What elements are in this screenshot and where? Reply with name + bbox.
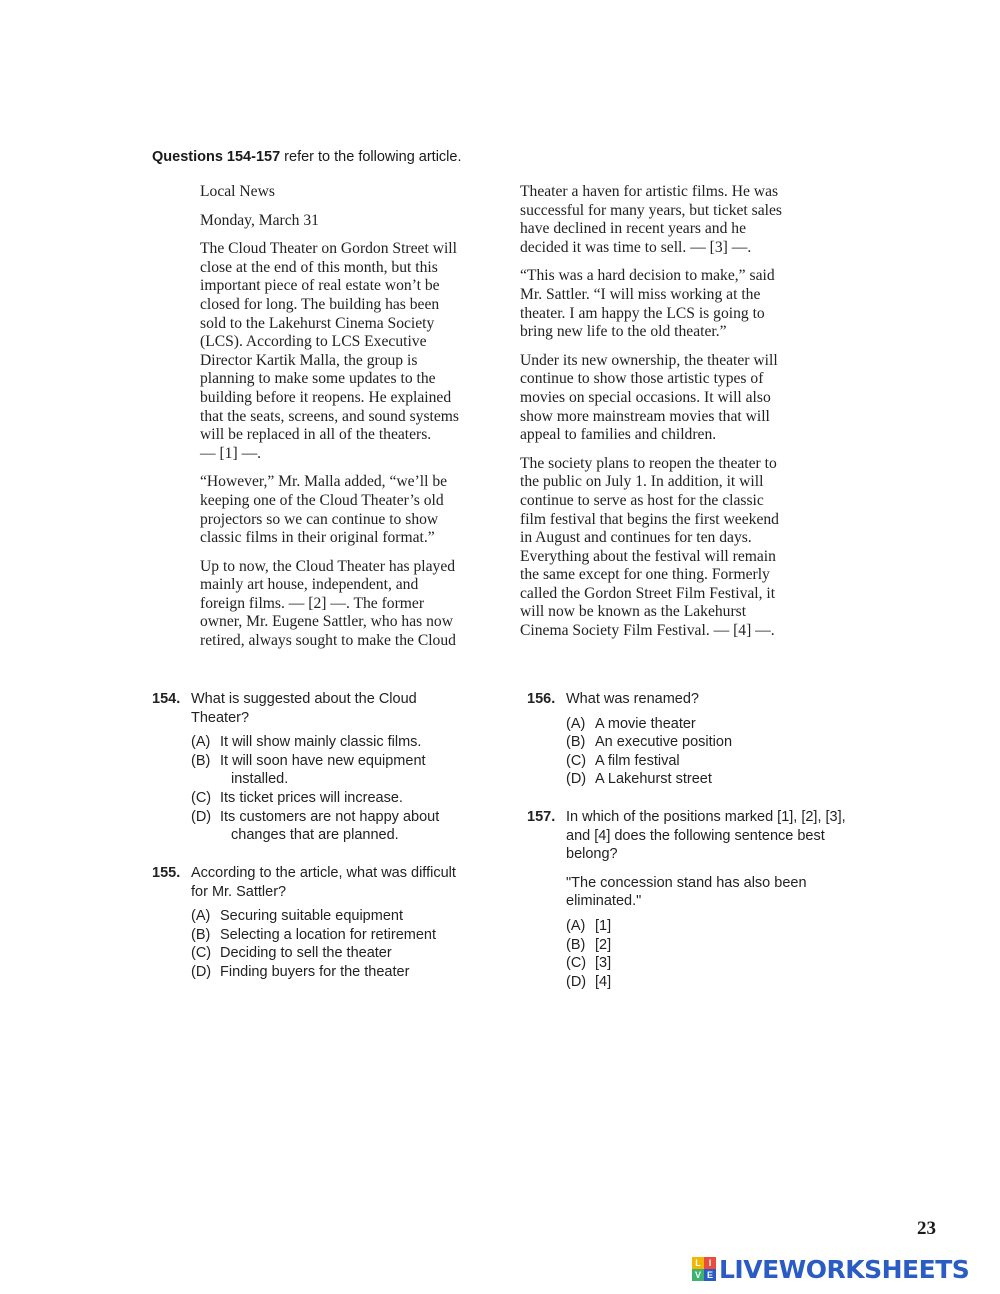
article-line: Mr. Sattler. “I will miss working at the bbox=[520, 285, 761, 303]
article-line: — [1] —. bbox=[200, 444, 262, 462]
article-line: bring new life to the old theater.” bbox=[520, 323, 727, 341]
logo-letter-tile: L bbox=[692, 1257, 704, 1269]
answer-option[interactable] bbox=[566, 770, 877, 789]
question-154 bbox=[152, 690, 492, 845]
answer-option-label: (C) bbox=[191, 945, 212, 962]
article-line: movies on special occasions. It will also bbox=[520, 388, 771, 406]
answer-option-text: Its customers are not happy about bbox=[220, 808, 440, 825]
quoted-sentence-line: eliminated." bbox=[566, 893, 642, 910]
question-number: 154. bbox=[152, 691, 181, 707]
answer-option-label: (D) bbox=[566, 973, 587, 990]
article-line: will be replaced in all of the theaters. bbox=[200, 426, 432, 444]
answer-option-text: A movie theater bbox=[595, 715, 696, 732]
article-line: successful for many years, but ticket sales bbox=[520, 201, 782, 219]
answer-option[interactable] bbox=[566, 752, 877, 771]
answer-option[interactable] bbox=[191, 808, 492, 845]
answer-option-label: (C) bbox=[566, 955, 587, 972]
answer-option[interactable] bbox=[566, 715, 877, 734]
answer-option-text: [1] bbox=[595, 917, 612, 934]
article-line: “This was a hard decision to make,” said bbox=[520, 267, 775, 285]
article-line: “However,” Mr. Malla added, “we’ll be bbox=[200, 473, 448, 491]
answer-option-text: A Lakehurst street bbox=[595, 771, 712, 788]
answer-option[interactable] bbox=[566, 733, 877, 752]
article-line: owner, Mr. Eugene Sattler, who has now bbox=[200, 613, 453, 631]
question-number: 156. bbox=[527, 691, 556, 707]
answer-option-label: (B) bbox=[566, 734, 586, 751]
article-paragraph bbox=[200, 473, 490, 547]
answer-option-text: It will soon have new equipment bbox=[220, 752, 426, 769]
question-stem-line: What is suggested about the Cloud bbox=[191, 691, 417, 707]
article-line: classic films in their original format.” bbox=[200, 529, 435, 547]
answer-option-text: It will show mainly classic films. bbox=[220, 734, 422, 751]
answer-option-label: (B) bbox=[566, 936, 586, 953]
article-line: film festival that begins the first weekend bbox=[520, 510, 779, 528]
article-line: keeping one of the Cloud Theater’s old bbox=[200, 491, 444, 509]
answer-option-text: [4] bbox=[595, 973, 612, 990]
liveworksheets-logo-icon bbox=[692, 1257, 716, 1281]
liveworksheets-logo[interactable] bbox=[692, 1254, 969, 1284]
question-stem-line: and [4] does the following sentence best bbox=[566, 827, 825, 844]
article-line: have declined in recent years and he bbox=[520, 220, 746, 238]
questions-range: Questions 154-157 bbox=[152, 149, 281, 165]
article-right-column bbox=[520, 183, 810, 651]
article-paragraph bbox=[520, 455, 810, 641]
answer-option-text: Selecting a location for retirement bbox=[220, 926, 436, 943]
article-left-column bbox=[200, 183, 490, 661]
answer-option-label: (D) bbox=[191, 963, 212, 980]
question-stem bbox=[566, 690, 877, 709]
answer-options bbox=[191, 733, 492, 845]
answer-option-text: Finding buyers for the theater bbox=[220, 963, 410, 980]
answer-option-text: [2] bbox=[595, 936, 612, 953]
answer-option[interactable] bbox=[191, 907, 492, 926]
question-stem bbox=[191, 864, 492, 901]
article-line: Under its new ownership, the theater will bbox=[520, 351, 778, 369]
article-line: the same except for one thing. Formerly bbox=[520, 566, 770, 584]
logo-letter-tile: V bbox=[692, 1269, 704, 1281]
answer-option[interactable] bbox=[566, 973, 887, 992]
answer-option-text: changes that are planned. bbox=[231, 827, 399, 844]
answer-option-text: Securing suitable equipment bbox=[220, 908, 403, 925]
logo-letter-tile: E bbox=[704, 1269, 716, 1281]
answer-option-text: [3] bbox=[595, 955, 612, 972]
answer-options bbox=[191, 907, 492, 981]
answer-option[interactable] bbox=[191, 944, 492, 963]
article-line: mainly art house, independent, and bbox=[200, 576, 419, 594]
article-line: closed for long. The building has been bbox=[200, 295, 440, 313]
article-line: The society plans to reopen the theater to bbox=[520, 454, 777, 472]
article-line: close at the end of this month, but this bbox=[200, 258, 438, 276]
article-line: theater. I am happy the LCS is going to bbox=[520, 304, 765, 322]
answer-option-label: (A) bbox=[191, 734, 211, 751]
answer-option-label: (A) bbox=[191, 908, 211, 925]
article-line: sold to the Lakehurst Cinema Society bbox=[200, 314, 435, 332]
answer-option[interactable] bbox=[191, 963, 492, 982]
article-paragraph bbox=[200, 183, 490, 202]
article-paragraph bbox=[520, 183, 810, 257]
article-line: The Cloud Theater on Gordon Street will bbox=[200, 240, 457, 258]
question-number: 157. bbox=[527, 809, 556, 825]
quoted-sentence-line: "The concession stand has also been bbox=[566, 874, 807, 891]
answer-option-label: (D) bbox=[191, 808, 212, 825]
question-stem-line: According to the article, what was difficult bbox=[191, 865, 456, 881]
question-stem-line: for Mr. Sattler? bbox=[191, 883, 287, 900]
answer-option[interactable] bbox=[566, 954, 887, 973]
answer-option[interactable] bbox=[191, 926, 492, 945]
article-line: Everything about the festival will remain bbox=[520, 547, 776, 565]
question-156 bbox=[527, 690, 877, 789]
answer-option[interactable] bbox=[191, 789, 492, 808]
logo-letter-tile: I bbox=[704, 1257, 716, 1269]
answer-option[interactable] bbox=[191, 752, 492, 789]
questions-intro-text: refer to the following article. bbox=[280, 149, 462, 165]
article-line: Director Kartik Malla, the group is bbox=[200, 351, 418, 369]
answer-option-label: (A) bbox=[566, 715, 586, 732]
article-paragraph bbox=[520, 352, 810, 445]
answer-option-label: (C) bbox=[566, 752, 587, 769]
answer-option-text: A film festival bbox=[595, 752, 680, 769]
article-paragraph bbox=[200, 240, 490, 463]
answer-option-text: Its ticket prices will increase. bbox=[220, 789, 403, 806]
article-line: in August and continues for ten days. bbox=[520, 529, 752, 547]
answer-option-text: Deciding to sell the theater bbox=[220, 945, 392, 962]
answer-options bbox=[566, 715, 877, 789]
article-line: important piece of real estate won’t be bbox=[200, 277, 440, 295]
article-line: Local News bbox=[200, 183, 275, 200]
article-line: retired, always sought to make the Cloud bbox=[200, 632, 456, 650]
answer-option-label: (C) bbox=[191, 789, 212, 806]
article-line: building before it reopens. He explained bbox=[200, 388, 452, 406]
article-line: show more mainstream movies that will bbox=[520, 407, 770, 425]
article-paragraph bbox=[520, 267, 810, 341]
question-155 bbox=[152, 864, 492, 982]
page-number: 23 bbox=[917, 1218, 936, 1239]
question-stem-line: belong? bbox=[566, 846, 618, 863]
questions-intro bbox=[152, 149, 462, 165]
article-line: continue to serve as host for the classic bbox=[520, 491, 764, 509]
answer-option-label: (B) bbox=[191, 752, 211, 769]
answer-option-text: installed. bbox=[231, 771, 289, 788]
article-line: Monday, March 31 bbox=[200, 211, 319, 229]
answer-option-label: (B) bbox=[191, 926, 211, 943]
answer-options bbox=[566, 917, 887, 991]
article-paragraph bbox=[200, 212, 490, 231]
question-stem bbox=[566, 808, 887, 864]
article-line: foreign films. — [2] —. The former bbox=[200, 594, 425, 612]
answer-option-text: An executive position bbox=[595, 734, 733, 751]
liveworksheets-brand-name: LIVEWORKSHEETS bbox=[719, 1254, 970, 1284]
question-stem-line: What was renamed? bbox=[566, 691, 699, 707]
article-line: Cinema Society Film Festival. — [4] —. bbox=[520, 622, 775, 640]
article-paragraph bbox=[200, 558, 490, 651]
answer-option[interactable] bbox=[566, 936, 887, 955]
question-stem bbox=[191, 690, 492, 727]
answer-option-label: (A) bbox=[566, 917, 586, 934]
answer-option[interactable] bbox=[566, 917, 887, 936]
article-line: (LCS). According to LCS Executive bbox=[200, 333, 427, 351]
article-line: projectors so we can continue to show bbox=[200, 510, 439, 528]
article-line: continue to show those artistic types of bbox=[520, 370, 764, 388]
article-line: Up to now, the Cloud Theater has played bbox=[200, 557, 456, 575]
question-stem-line: Theater? bbox=[191, 709, 250, 726]
article-line: will now be known as the Lakehurst bbox=[520, 603, 747, 621]
article-line: decided it was time to sell. — [3] —. bbox=[520, 238, 752, 256]
article-line: appeal to families and children. bbox=[520, 426, 717, 444]
article-line: called the Gordon Street Film Festival, it bbox=[520, 584, 776, 602]
article-line: the public on July 1. In addition, it will bbox=[520, 473, 764, 491]
article-line: Theater a haven for artistic films. He was bbox=[520, 183, 779, 200]
article-line: planning to make some updates to the bbox=[200, 370, 436, 388]
question-number: 155. bbox=[152, 865, 181, 881]
answer-option-label: (D) bbox=[566, 771, 587, 788]
question-157 bbox=[527, 808, 887, 991]
answer-option[interactable] bbox=[191, 733, 492, 752]
quoted-sentence bbox=[566, 874, 887, 911]
article-line: that the seats, screens, and sound systems bbox=[200, 407, 459, 425]
question-stem-line: In which of the positions marked [1], [2], [3], bbox=[566, 809, 846, 825]
